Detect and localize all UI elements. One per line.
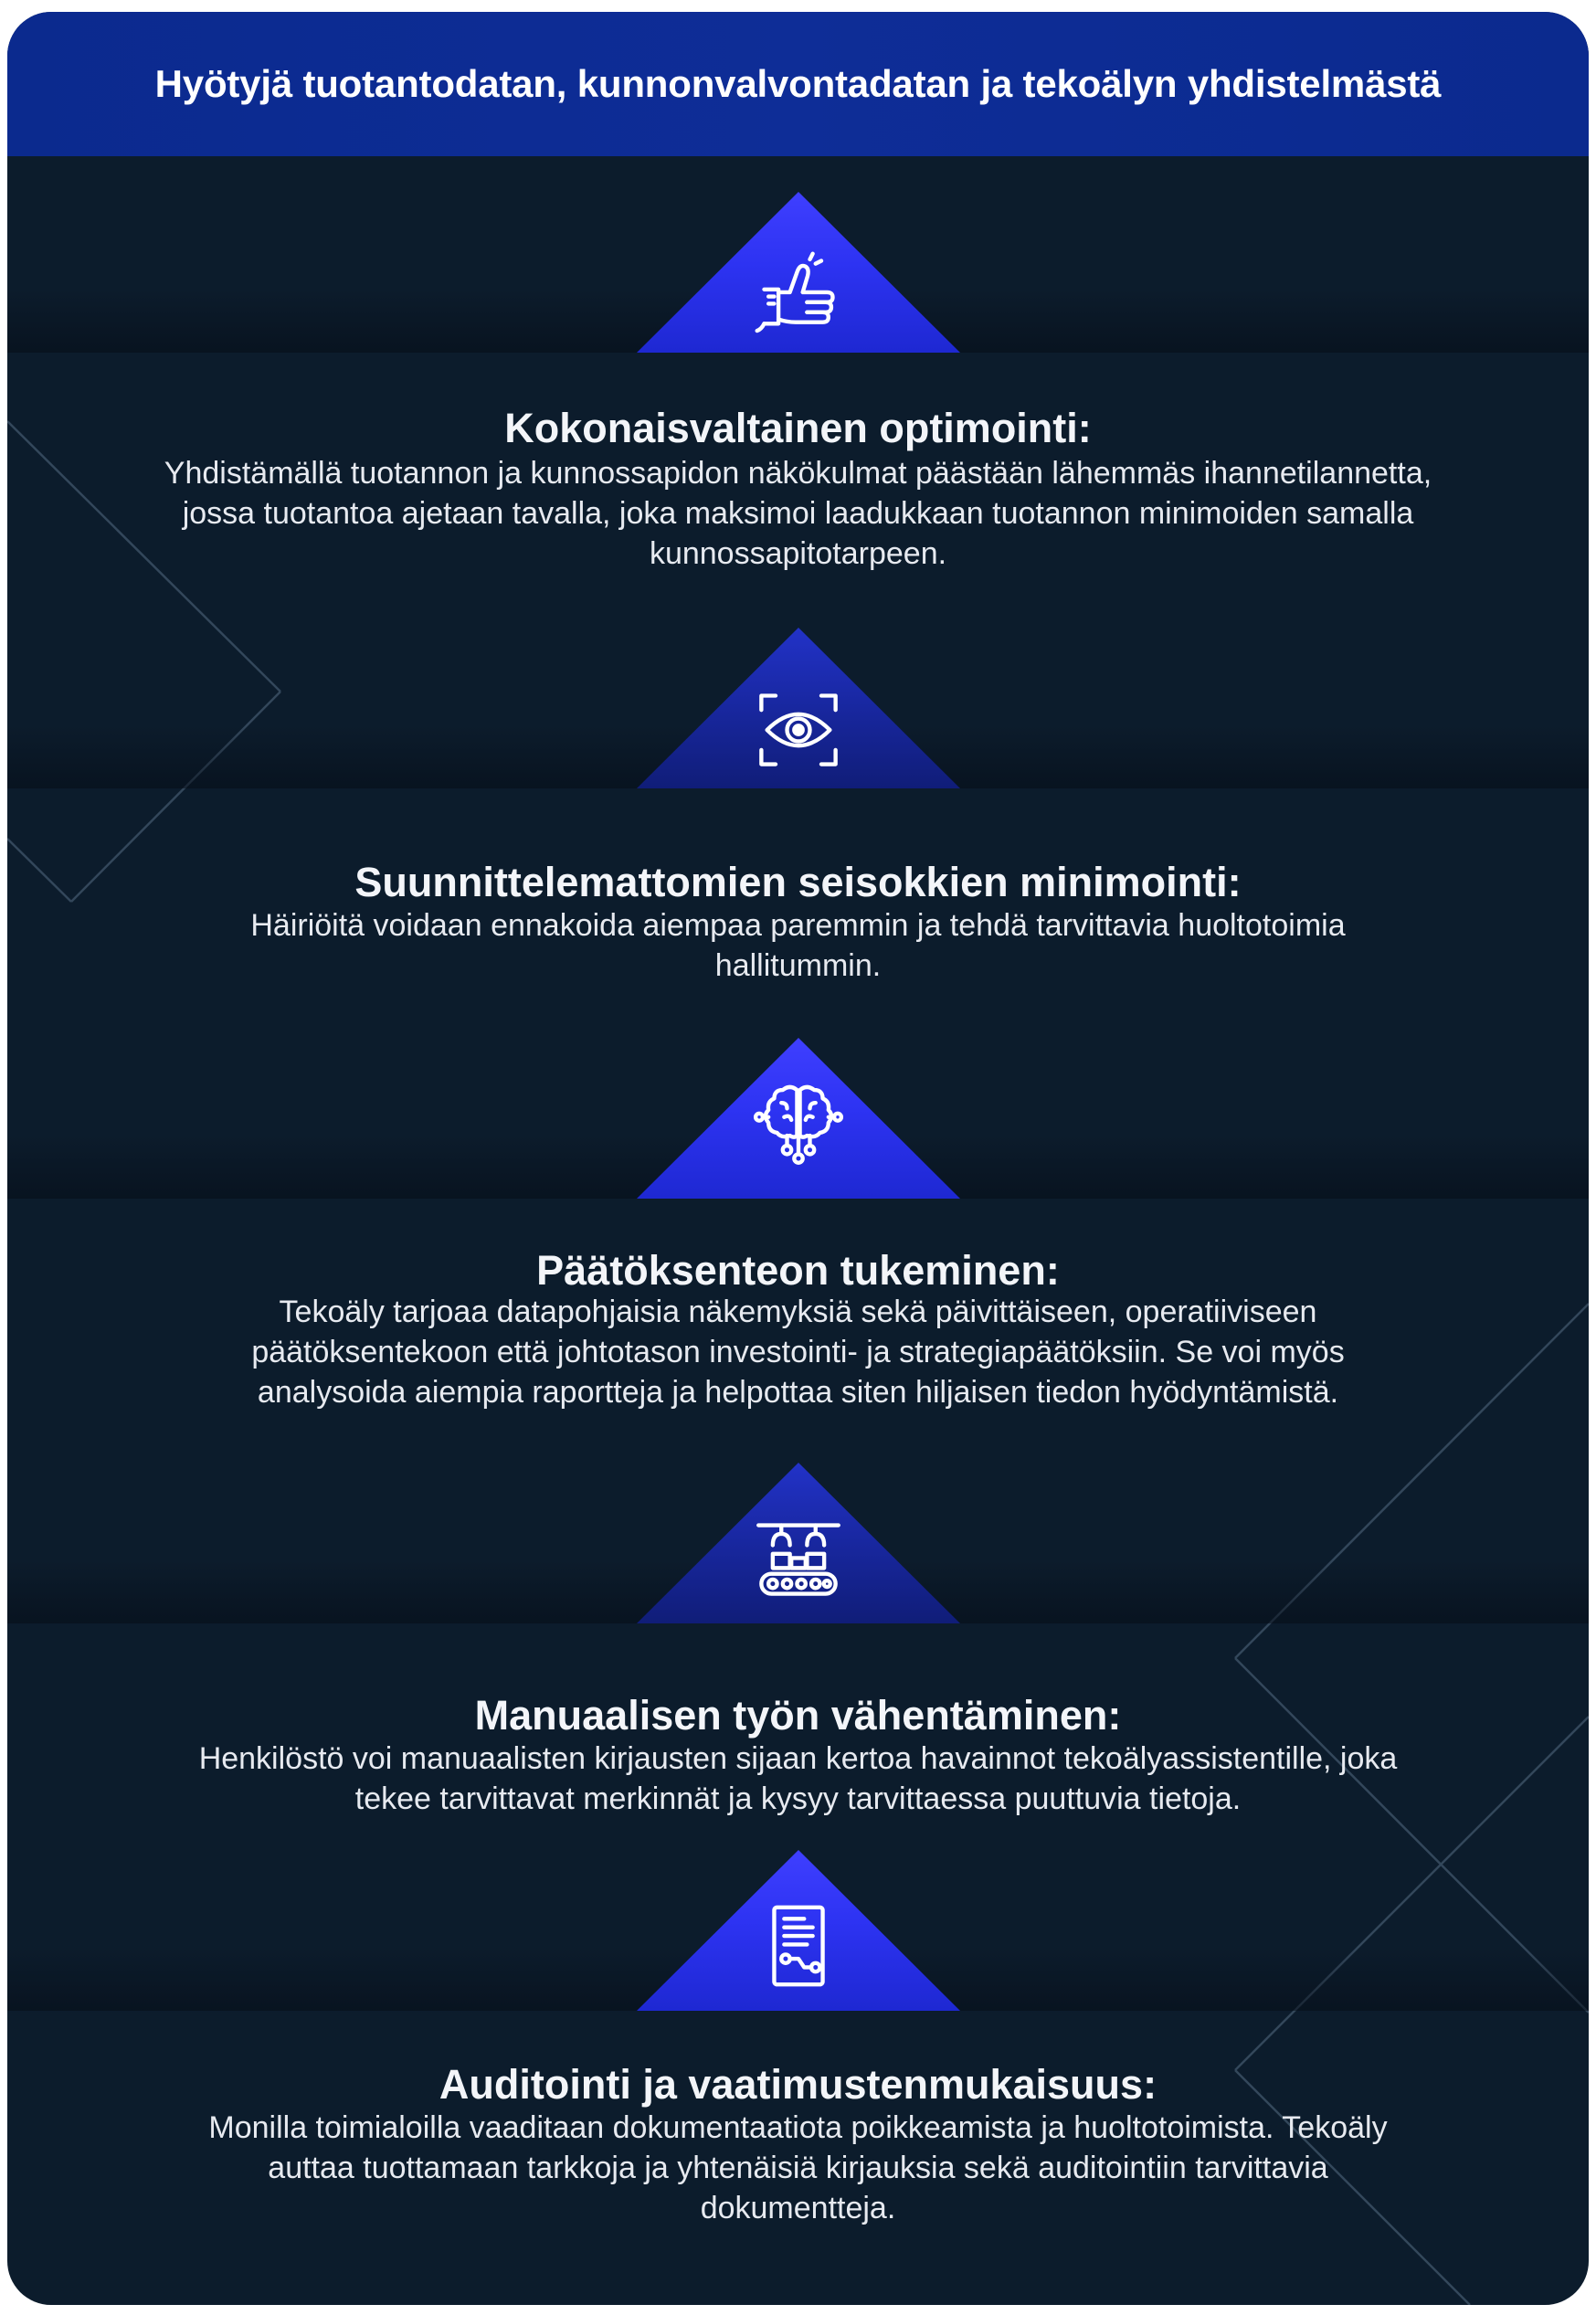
benefit-title: Auditointi ja vaatimustenmukaisuus: — [439, 2061, 1157, 2108]
benefit-description: Häiriöitä voidaan ennakoida aiempaa paremmin ja tehdä tarvittavia huoltotoimia hallitummin. — [250, 908, 1346, 983]
benefit-title: Kokonaisvaltainen optimointi: — [504, 405, 1092, 451]
benefit-title: Manuaalisen työn vähentäminen: — [474, 1692, 1122, 1739]
page-title: Hyötyjä tuotantodatan, kunnonvalvontadatan ja tekoälyn yhdistelmästä — [154, 62, 1442, 105]
brain-circuit-icon — [753, 1077, 844, 1168]
document-icon — [753, 1900, 844, 1992]
eye-scan-icon — [753, 684, 844, 776]
benefit-title: Suunnittelemattomien seisokkien minimointi: — [354, 859, 1242, 905]
infographic-card — [7, 12, 1589, 2305]
assembly-line-icon — [753, 1514, 844, 1605]
thumbs-up-hand-icon — [753, 249, 844, 341]
header-band — [7, 12, 1589, 156]
benefit-description: Yhdistämällä tuotannon ja kunnossapidon näkökulmat päästään lähemmäs ihannetilannetta, jossa tuotantoa ajetaan tavalla, joka maksimoi laadukkaan tuotannon minimoiden samalla kunnossapitotarpeen. — [164, 456, 1432, 571]
benefit-description: Henkilöstö voi manuaalisten kirjausten sijaan kertoa havainnot tekoälyassistentille, joka tekee tarvittavat merkinnät ja kysyy tarvittaessa puuttuvia tietoja. — [198, 1741, 1398, 1816]
benefit-title: Päätöksenteon tukeminen: — [536, 1247, 1060, 1294]
benefit-description: Monilla toimialoilla vaaditaan dokumentaatiota poikkeamista ja huoltotoimista. Tekoäly auttaa tuottamaan tarkkoja ja yhtenäisiä kirjauksia sekä auditointiin tarvittavia dokumentteja. — [208, 2110, 1388, 2225]
benefit-description: Tekoäly tarjoaa datapohjaisia näkemyksiä sekä päivittäiseen, operatiiviseen päätöksentekoon että johtotason investointi- ja strategiapäätöksiin. Se voi myös analysoida aiempia raportteja ja helpottaa siten hiljaisen tiedon hyödyntämistä. — [251, 1295, 1345, 1410]
